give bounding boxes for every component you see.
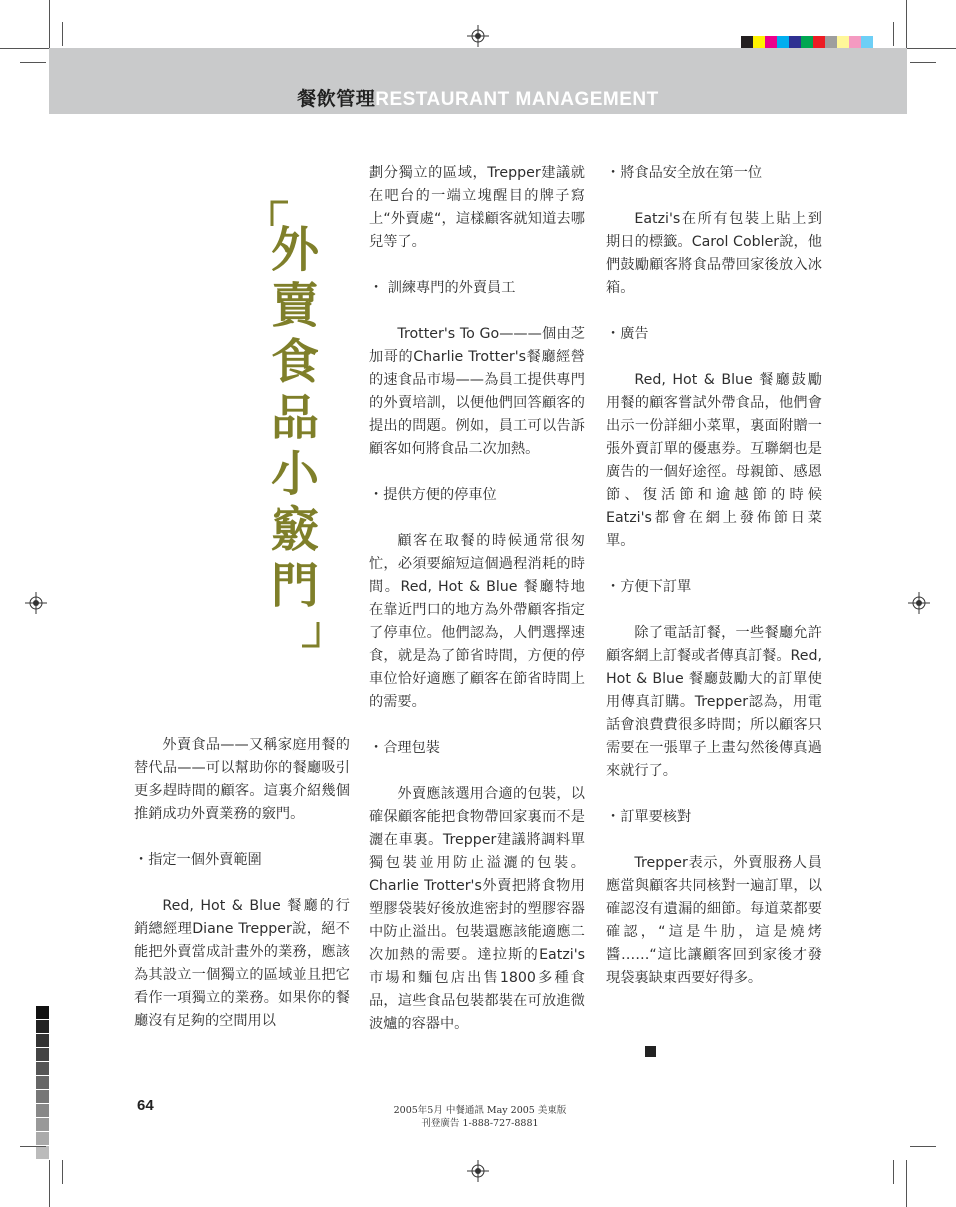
crop-mark-top-left-h2 [20,62,46,63]
paragraph-gap [369,300,585,323]
subheading: ・訂單要核對 [606,809,692,825]
color-swatch [789,36,801,48]
color-swatch [741,36,753,48]
grey-swatch [36,1146,49,1159]
paragraph: Red, Hot & Blue 餐廳的行銷總經理Diane Trepper說，絕不能把外賣當成計畫外的業務，應該為其設立一個獨立的區域並且把它看作一項獨立的業務。如果你的餐廳沒有足夠的空間用以 [134,898,350,1029]
article-title [268,198,322,650]
page-number: 64 [137,1097,154,1114]
title-char: 門 [270,558,319,614]
paragraph: Eatzi's在所有包裝上貼上到期日的標籤。Carol Cobler說，他們鼓勵顧客將食品帶回家後放入冰箱。 [606,211,822,296]
grey-swatch [36,1006,49,1019]
paragraph-gap [369,714,585,737]
grey-swatch [36,1034,49,1047]
subheading: ・廣告 [606,326,649,342]
crop-mark-bottom-right-v [906,1160,907,1207]
color-swatch [777,36,789,48]
footer-info [330,1104,630,1130]
paragraph-gap [606,346,822,369]
paragraph: Trotter's To Go———個由芝加哥的Charlie Trotter's餐廳經營的速食品市場——為員工提供專門的外賣培訓，以便他們回答顧客的提出的問題。例如，員工可以告訴顧客如何將食品二次加熱。 [369,326,585,457]
paragraph-gap [606,783,822,806]
color-swatch [825,36,837,48]
title-char: 食 [270,334,319,390]
paragraph-gap [606,553,822,576]
print-grey-scale-bar [36,1006,49,1160]
title-char: 品 [270,390,319,446]
paragraph-gap [369,760,585,783]
footer-line-2: 刊登廣告 1-888-727-8881 [421,1118,539,1129]
color-swatch [753,36,765,48]
color-swatch [801,36,813,48]
grey-swatch [36,1104,49,1117]
crop-mark-top-right-h2 [910,62,936,63]
section-title-zh: 餐飲管理 [297,88,376,110]
paragraph-gap [606,599,822,622]
paragraph-gap [134,872,350,895]
footer-line-1: 2005年5月 中餐通訊 May 2005 美東版 [393,1105,567,1116]
crop-mark-top-left-v [49,0,50,48]
paragraph: 外賣應該選用合適的包裝，以確保顧客能把食物帶回家裏而不是灑在車裏。Trepper建議將調料單獨包裝並用防止溢灑的包裝。Charlie Trotter's外賣把將食物用塑膠袋裝好後放進密封的塑膠容器中防止溢出。包裝還應該能適應二次加熱的需要。達拉斯的Eatzi's市場和麵包店出售1800多種食品，這些食品包裝都裝在可放進微波爐的容器中。 [369,786,585,1032]
grey-swatch [36,1132,49,1145]
crop-mark-top-right-h [907,48,956,49]
grey-swatch [36,1076,49,1089]
grey-swatch [36,1048,49,1061]
registration-mark-left-icon [25,592,47,614]
subheading: ・ 訓練專門的外賣員工 [369,280,516,296]
crop-mark-bottom-left-v [49,1160,50,1207]
subheading: ・指定一個外賣範圍 [134,852,262,868]
paragraph: Red, Hot & Blue 餐廳鼓勵用餐的顧客嘗試外帶食品，他們會出示一份詳細小菜單，裏面附贈一張外賣訂單的優惠券。互聯網也是廣告的一個好途徑。母親節、感恩節、復活節和逾越節的時候Eatzi's都會在網上發佈節日菜單。 [606,372,822,549]
paragraph-gap [369,507,585,530]
paragraph: Trepper表示，外賣服務人員應當與顧客共同核對一遍訂單，以確認沒有遺漏的細節。每道菜都要確認，“這是牛肋，這是燒烤醬……“這比讓顧客回到家後才發現袋裏缺東西要好得多。 [606,855,822,986]
crop-mark-top-right-v [906,0,907,48]
article-column-1 [134,734,350,1033]
title-char: 小 [270,446,319,502]
paragraph-continued: 劃分獨立的區域，Trepper建議就在吧台的一端立塊醒目的牌子寫上“外賣處“，這樣顧客就知道去哪兒等了。 [369,165,585,250]
paragraph-gap [606,300,822,323]
article-title-text [268,222,322,614]
grey-swatch [36,1090,49,1103]
subheading: ・方便下訂單 [606,579,692,595]
paragraph-gap [134,826,350,849]
crop-mark-bottom-left-v2 [62,1160,63,1184]
crop-mark-bottom-left-h [20,1146,46,1147]
registration-mark-right-icon [908,592,930,614]
subheading: ・合理包裝 [369,740,440,756]
grey-swatch [36,1118,49,1131]
title-char: 賣 [270,278,319,334]
color-swatch [765,36,777,48]
grey-swatch [36,1062,49,1075]
registration-mark-bottom-icon [467,1160,489,1182]
title-char: 外 [270,222,319,278]
paragraph: 外賣食品——又稱家庭用餐的替代品——可以幫助你的餐廳吸引更多趕時間的顧客。這裏介紹幾個推銷成功外賣業務的竅門。 [134,737,350,822]
paragraph: 顧客在取餐的時候通常很匆忙，必須要縮短這個過程消耗的時間。Red, Hot & Blue 餐廳特地在靠近門口的地方為外帶顧客指定了停車位。他們認為，人們選擇速食，就是為了節省時間，方便的停車位恰好適應了顧客在節省時間上的需要。 [369,533,585,710]
paragraph-gap [606,185,822,208]
crop-mark-bottom-right-v2 [893,1160,894,1184]
section-title-en: RESTAURANT MANAGEMENT [375,89,659,110]
crop-mark-top-right-v2 [893,22,894,46]
crop-mark-bottom-right-h [910,1146,936,1147]
article-column-3 [606,162,822,990]
crop-mark-top-left-v2 [62,22,63,46]
grey-swatch [36,1020,49,1033]
paragraph-gap [606,829,822,852]
color-swatch [813,36,825,48]
color-swatch [861,36,873,48]
paragraph: 除了電話訂餐，一些餐廳允許顧客網上訂餐或者傳真訂餐。Red, Hot & Blue 餐廳鼓勵大的訂單使用傳真訂購。Trepper認為，用電話會浪費費很多時間；所以顧客只需要在一張單子上畫勾然後傳真過來就行了。 [606,625,822,779]
article-column-2 [369,162,585,1036]
subheading: ・將食品安全放在第一位 [606,165,763,181]
print-color-bar [741,36,873,48]
paragraph-gap [369,461,585,484]
paragraph-gap [369,254,585,277]
subheading: ・提供方便的停車位 [369,487,497,503]
end-of-article-mark [645,1046,656,1057]
section-title [0,84,956,111]
registration-mark-top-icon [467,25,489,47]
crop-mark-top-left-h [0,48,49,49]
title-char: 竅 [270,502,319,558]
color-swatch [849,36,861,48]
color-swatch [837,36,849,48]
